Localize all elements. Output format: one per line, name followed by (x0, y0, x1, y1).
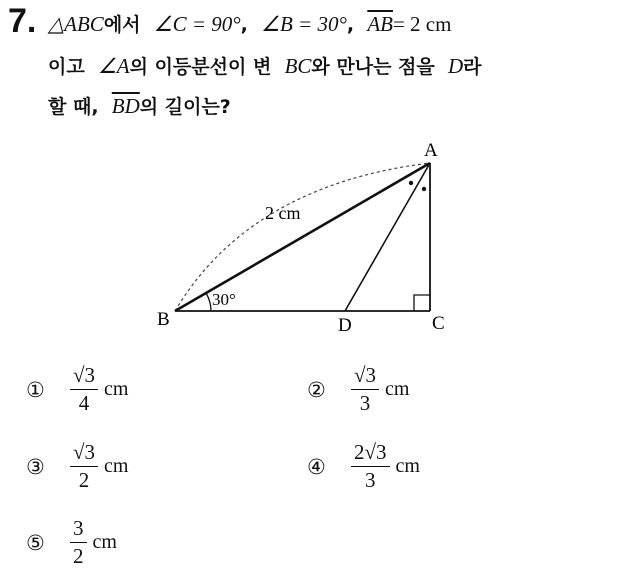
choice-mark: ⑤ (26, 530, 45, 555)
numerator: √3 (70, 440, 98, 467)
ab-length: = 2 cm (392, 12, 452, 36)
side-ab (175, 163, 430, 311)
line2-text-4: 라 (463, 56, 482, 78)
line2-text-3: 와 만나는 점을 (311, 56, 435, 78)
numerator: √3 (351, 363, 379, 390)
denominator: 2 (78, 468, 90, 492)
angle-c-condition: ∠C = 90° (153, 12, 241, 36)
denominator: 4 (78, 391, 90, 415)
angle-a: ∠A (97, 54, 130, 78)
label-a: A (424, 140, 438, 161)
angle-dot-2 (422, 187, 426, 191)
right-angle-mark (414, 295, 430, 311)
segment-bd: $\overline{BD}$ (111, 94, 140, 118)
segment-ab: $\overline{AB}$ (367, 12, 393, 36)
line1-text: 에서 (103, 14, 141, 36)
choice-mark: ④ (307, 454, 326, 479)
line2-text-1: 이고 (48, 56, 85, 78)
unit: cm (104, 455, 129, 477)
side-label-2cm: 2 cm (265, 203, 301, 223)
fraction (70, 516, 87, 569)
denominator: 3 (359, 391, 371, 415)
fraction (351, 440, 390, 493)
unit: cm (385, 378, 410, 400)
angle-b-condition: ∠B = 30° (261, 12, 347, 36)
choice-5[interactable] (26, 516, 117, 569)
bisector-ad (345, 163, 430, 311)
choice-mark: ③ (26, 454, 45, 479)
label-b: B (157, 309, 170, 330)
side-bc: BC (284, 54, 312, 78)
numerator: 2√3 (351, 440, 390, 467)
choice-4[interactable] (307, 440, 420, 493)
choice-3[interactable] (26, 440, 128, 493)
angle-dot-1 (409, 181, 413, 185)
unit: cm (104, 378, 129, 400)
fraction (70, 363, 98, 416)
triangle-abc: △ABC (48, 12, 104, 36)
label-d: D (338, 315, 352, 336)
choice-1[interactable] (26, 363, 128, 416)
unit: cm (395, 455, 420, 477)
comma: , (346, 14, 355, 36)
angle-b-arc (206, 293, 211, 311)
line3-text-2: 의 길이는? (139, 96, 231, 118)
comma: , (240, 14, 248, 36)
line3-text-1: 할 때, (48, 96, 99, 118)
numerator: √3 (70, 363, 98, 390)
line2-text-2: 의 이등분선이 변 (129, 56, 272, 78)
choice-2[interactable] (307, 363, 409, 416)
numerator: 3 (70, 516, 87, 543)
point-d: D (448, 54, 464, 78)
fraction (70, 440, 98, 493)
unit: cm (92, 531, 117, 553)
fraction (351, 363, 379, 416)
denominator: 3 (365, 468, 376, 492)
angle-label-30: 30° (212, 290, 236, 309)
denominator: 2 (73, 544, 84, 568)
choice-mark: ② (307, 377, 326, 402)
label-c: C (432, 313, 445, 334)
choice-mark: ① (26, 377, 45, 402)
question-number: 7. (8, 2, 37, 40)
